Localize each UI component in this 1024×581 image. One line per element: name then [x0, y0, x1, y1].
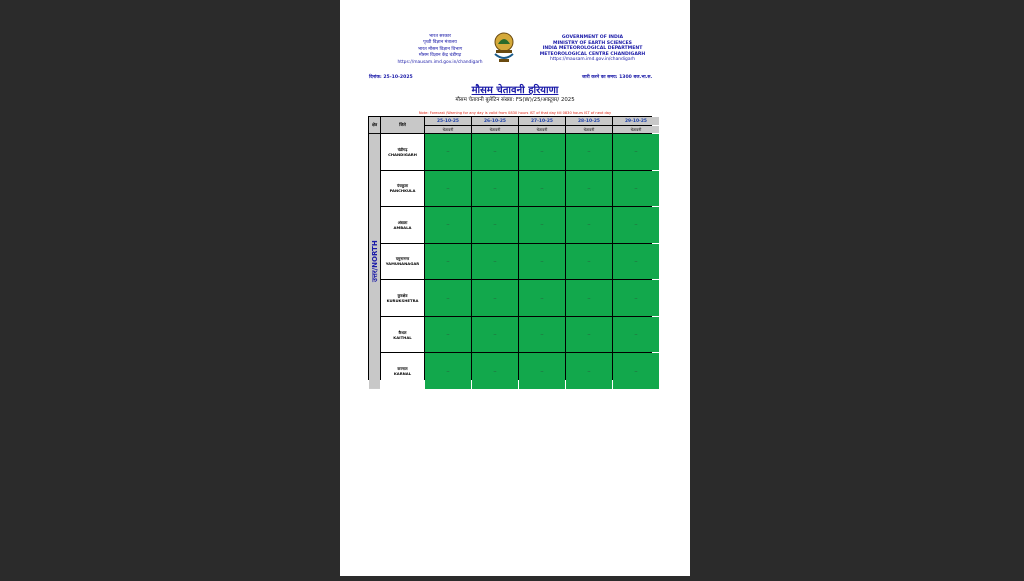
warning-cell: -- — [425, 280, 471, 316]
warning-subheader: चेतावनी — [472, 126, 518, 133]
district-name-english: KAITHAL — [393, 334, 412, 340]
warning-subheader: चेतावनी — [425, 126, 471, 133]
warning-subheader: चेतावनी — [519, 126, 565, 133]
page-title: मौसम चेतावनी हरियाणा — [471, 85, 559, 96]
district-name — [381, 134, 424, 170]
warning-cell: -- — [566, 317, 612, 353]
header-english-block — [525, 35, 660, 63]
district-name — [381, 207, 424, 243]
header-hindi-line: भारत सरकार — [429, 34, 451, 39]
warning-table — [368, 116, 652, 380]
warning-subheader: चेतावनी — [566, 126, 612, 133]
warning-cell: -- — [613, 134, 659, 170]
warning-cell: -- — [472, 171, 518, 207]
district-name — [381, 353, 424, 389]
warning-cell: -- — [472, 244, 518, 280]
warning-cell: -- — [472, 207, 518, 243]
zone-label: उत्तर/NORTH — [369, 134, 380, 389]
warning-cell: -- — [425, 134, 471, 170]
warning-cell: -- — [472, 280, 518, 316]
warning-cell: -- — [613, 171, 659, 207]
header-hindi-line: पृथ्वी विज्ञान मंत्रालय — [423, 40, 457, 46]
warning-cell: -- — [425, 207, 471, 243]
header-english-line: INDIA METEOROLOGICAL DEPARTMENT — [542, 46, 643, 52]
district-name-english: PANCHKULA — [389, 188, 416, 194]
warning-cell: -- — [566, 207, 612, 243]
zone-header: क्षेत्र — [369, 117, 380, 133]
district-header: जिले — [381, 117, 424, 133]
date-header: 27-10-25 — [519, 117, 565, 125]
warning-cell: -- — [519, 171, 565, 207]
warning-cell: -- — [566, 134, 612, 170]
warning-cell: -- — [519, 280, 565, 316]
warning-cell: -- — [566, 280, 612, 316]
date-header: 28-10-25 — [566, 117, 612, 125]
district-name — [381, 280, 424, 316]
district-name-hindi: यमुनानगर — [395, 256, 410, 262]
warning-cell: -- — [472, 317, 518, 353]
warning-cell: -- — [425, 244, 471, 280]
district-name-hindi: पंचकूला — [396, 183, 409, 189]
bulletin-page — [340, 0, 690, 576]
warning-cell: -- — [519, 207, 565, 243]
imd-emblem-icon — [490, 28, 518, 68]
warning-cell: -- — [566, 171, 612, 207]
district-name-english: YAMUNANAGAR — [385, 261, 420, 267]
district-name-english: AMBALA — [393, 224, 412, 230]
header-hindi-line: मौसम विज्ञान केंद्र चंडीगढ़ — [418, 53, 462, 59]
district-name-english: KARNAL — [393, 371, 412, 377]
warning-cell: -- — [519, 134, 565, 170]
warning-cell: -- — [519, 317, 565, 353]
header-english-line: GOVERNMENT OF INDIA — [561, 35, 624, 40]
issue-time: जारी करने का समय: 1300 बज.भा.स. — [582, 75, 653, 80]
district-name-english: CHANDIGARH — [388, 151, 417, 157]
header-english-url[interactable]: https://mausam.imd.gov.in/chandigarh — [549, 57, 636, 63]
district-name-hindi: करनाल — [397, 366, 408, 372]
district-name-hindi: कुरुक्षेत्र — [397, 293, 408, 299]
warning-cell: -- — [566, 353, 612, 389]
warning-cell: -- — [613, 207, 659, 243]
warning-cell: -- — [425, 317, 471, 353]
district-name — [381, 244, 424, 280]
warning-cell: -- — [519, 244, 565, 280]
warning-cell: -- — [425, 353, 471, 389]
warning-cell: -- — [472, 134, 518, 170]
warning-cell: -- — [613, 244, 659, 280]
header-hindi-url[interactable]: https://mausam.imd.gov.in/chandigarh — [397, 59, 483, 65]
warning-cell: -- — [613, 353, 659, 389]
date-header: 25-10-25 — [425, 117, 471, 125]
bulletin-date: दिनांक: 25-10-2025 — [369, 75, 413, 80]
district-name — [381, 171, 424, 207]
validity-note: Note: Forecast /Warning for any day is valid from 0830 hours IST of that day till 0830 hours IST of next day — [418, 111, 612, 115]
warning-cell: -- — [613, 317, 659, 353]
district-name-hindi: चंडीगढ़ — [397, 146, 408, 152]
district-name-english: KURUKSHETRA — [386, 298, 419, 304]
district-name — [381, 317, 424, 353]
header-english-line: METEOROLOGICAL CENTRE CHANDIGARH — [539, 51, 646, 57]
warning-cell: -- — [613, 280, 659, 316]
district-name-hindi: अंबाला — [397, 219, 408, 225]
date-header: 29-10-25 — [613, 117, 659, 125]
warning-subheader: चेतावनी — [613, 126, 659, 133]
date-header: 26-10-25 — [472, 117, 518, 125]
warning-cell: -- — [519, 353, 565, 389]
header-hindi-block — [370, 34, 510, 66]
header-hindi-line: भारत मौसम विज्ञान विभाग — [417, 46, 463, 52]
warning-cell: -- — [425, 171, 471, 207]
district-name-hindi: कैथल — [398, 329, 407, 335]
warning-cell: -- — [566, 244, 612, 280]
header-english-line: MINISTRY OF EARTH SCIENCES — [553, 40, 632, 46]
warning-cell: -- — [472, 353, 518, 389]
bulletin-number: मौसम चेतावनी बुलेटिन संख्या: FS(W)/25/अक्टूबर/ 2025 — [455, 97, 575, 103]
